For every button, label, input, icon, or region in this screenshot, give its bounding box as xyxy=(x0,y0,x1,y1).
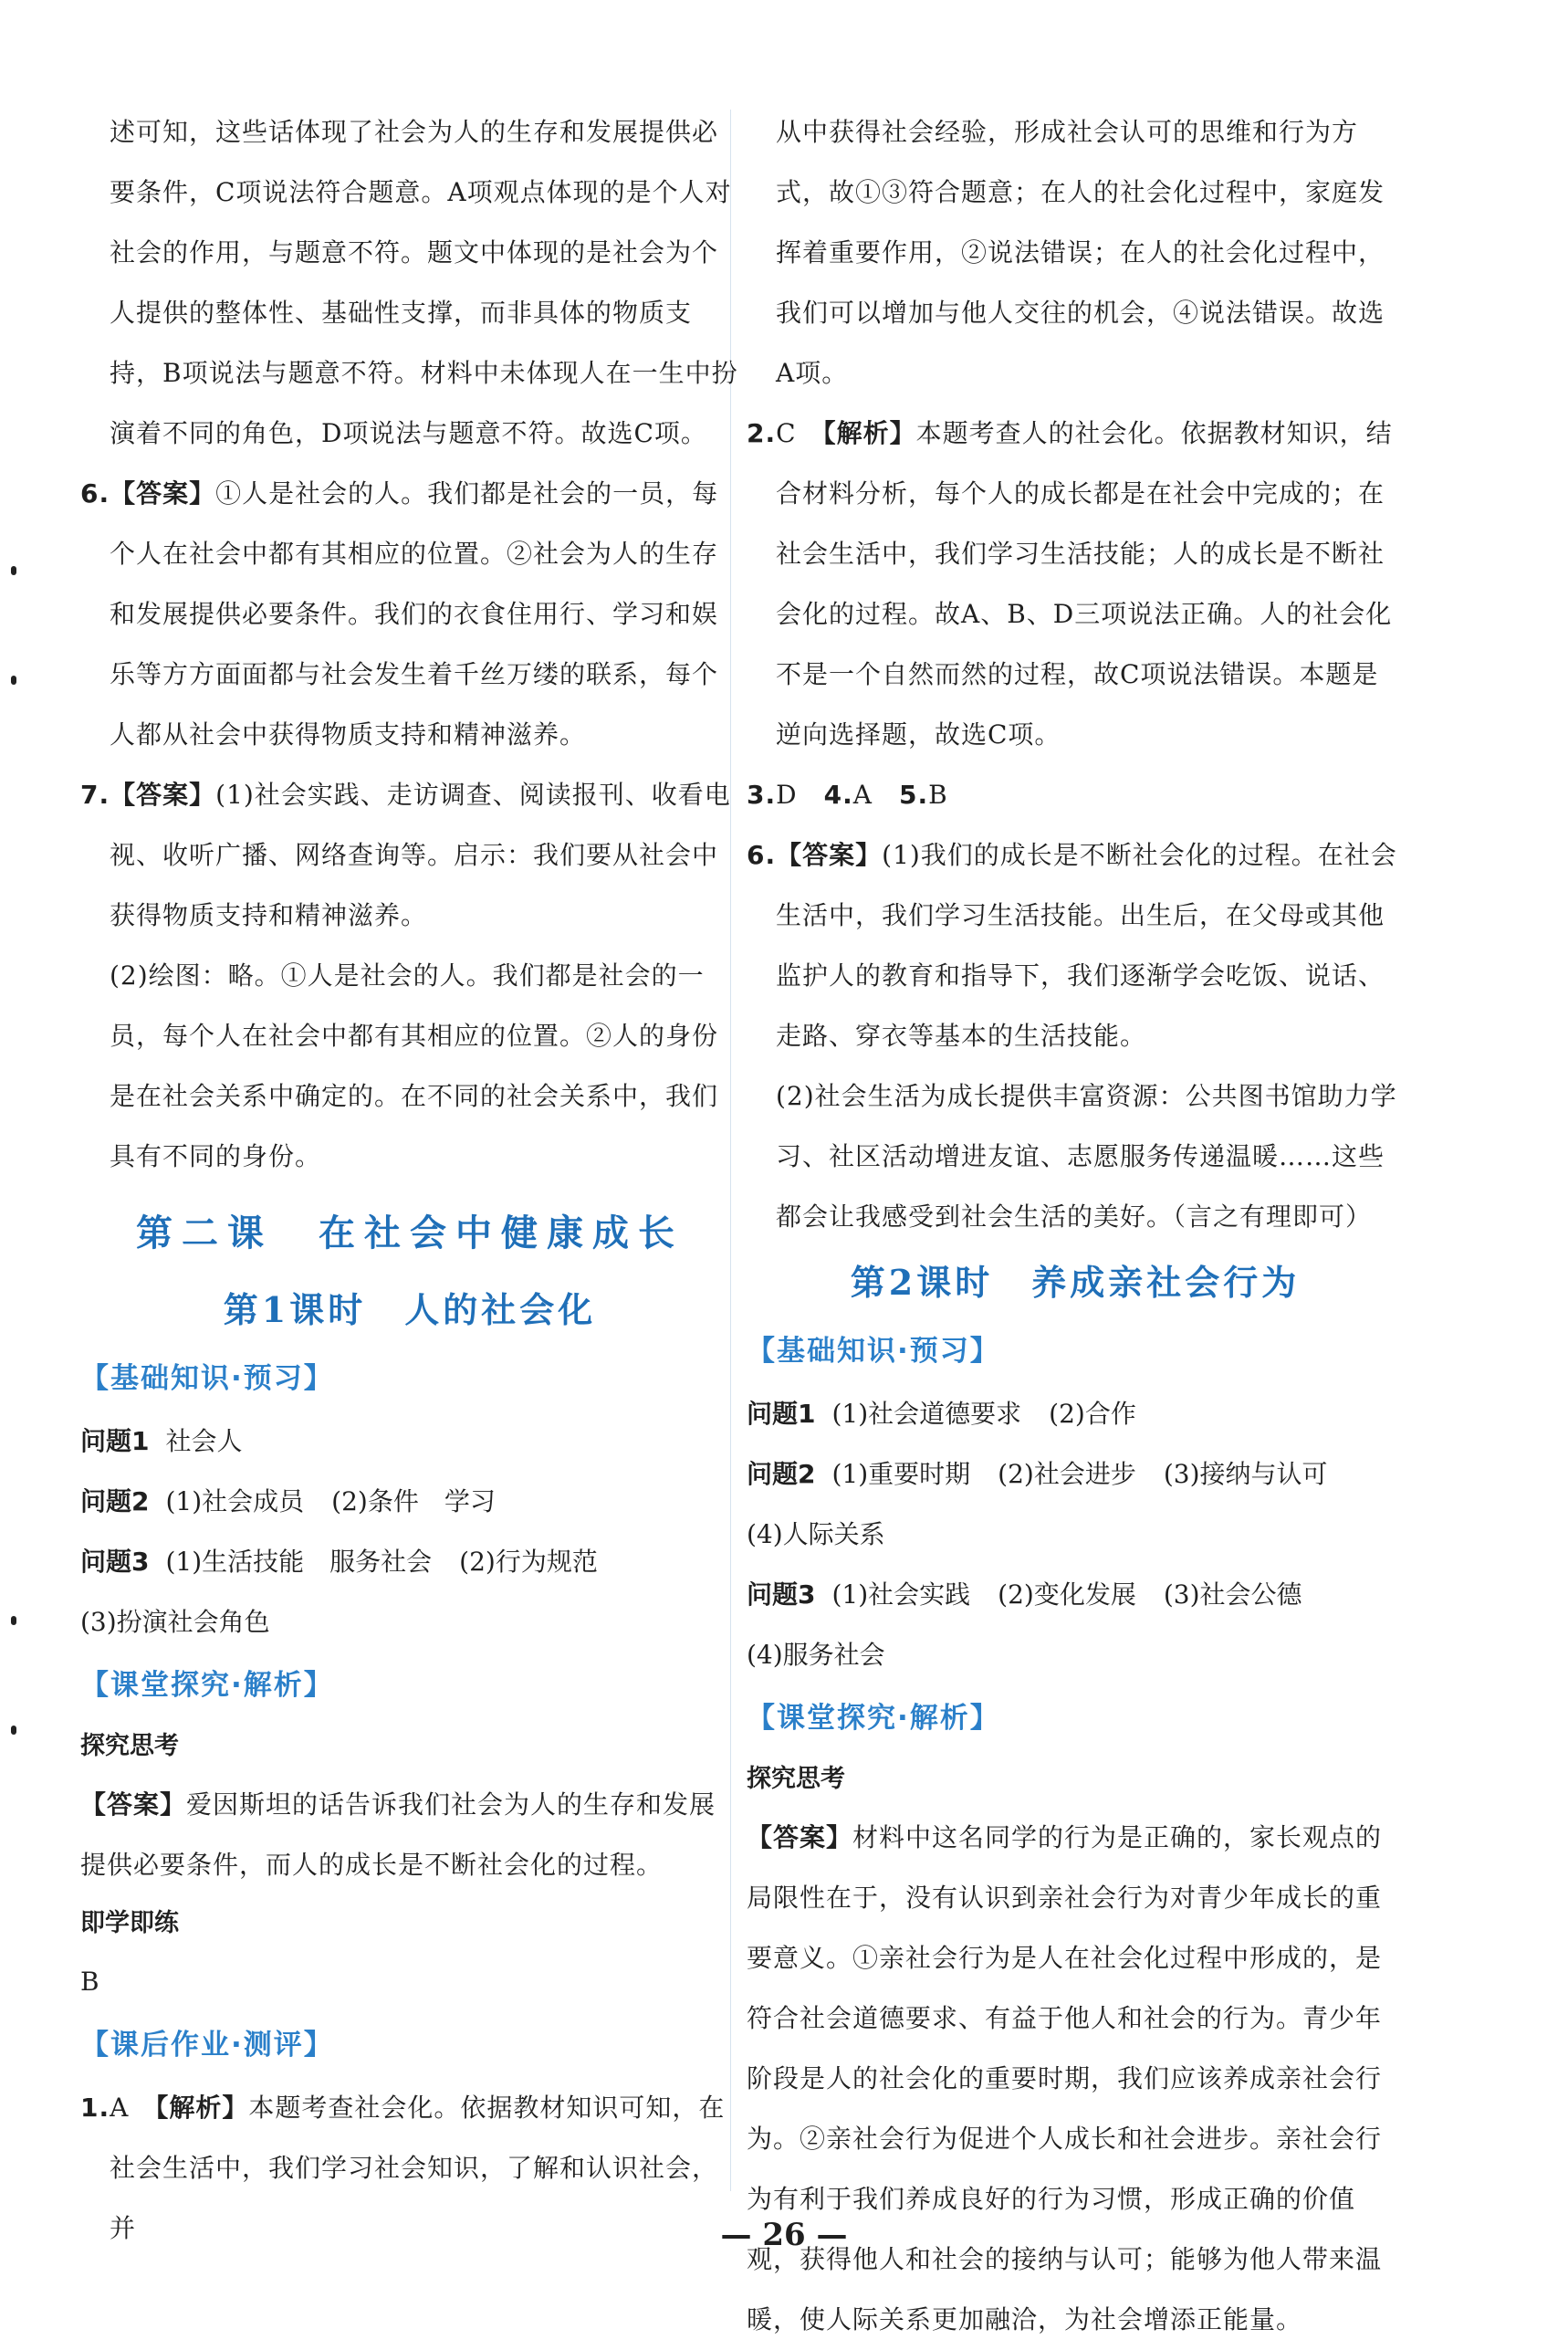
page-number: — 26 — xyxy=(720,2217,848,2253)
preview-question-3 xyxy=(80,1532,739,1592)
question-label: 问题2 xyxy=(747,1459,816,1489)
lesson-subtitle: 第2课时 养成亲社会行为 xyxy=(850,1262,1301,1303)
answer-item: (3)接纳与认可 xyxy=(1163,1459,1328,1489)
section-heading-explore: 【课堂探究·解析】 xyxy=(80,1669,334,1702)
preview-question-3-cont: (3)扮演社会角色 xyxy=(80,1607,270,1637)
choice-answer: D xyxy=(776,780,798,810)
right-column xyxy=(747,102,1404,2350)
question-number: 6. xyxy=(80,478,110,509)
answer-7 xyxy=(80,765,739,946)
answer-item: (1)生活技能 服务社会 xyxy=(165,1547,433,1577)
question-number: 3. xyxy=(747,780,777,810)
answer-item: (3)社会公德 xyxy=(1163,1579,1302,1610)
answer-tag: 【答案】 xyxy=(80,1789,187,1820)
answer-tag: 【答案】 xyxy=(110,780,216,810)
explore-heading: 探究思考 xyxy=(747,1765,845,1793)
question-number: 2. xyxy=(747,418,777,448)
question-number: 4. xyxy=(823,780,853,810)
answer-item: (2)变化发展 xyxy=(998,1579,1136,1610)
choice-answer: C xyxy=(776,418,797,448)
practice-heading: 即学即练 xyxy=(80,1909,179,1937)
continued-explanation: 述可知，这些话体现了社会为人的生存和发展提供必要条件，C项说法符合题意。A项观点体现的是个人对社会的作用，与题意不符。题文中体现的是社会为个人提供的整体性、基础性支撑，而非具体的物质支持，B项说法与题意不符。材料中未体现人在一生中扮演着不同的角色，D项说法与题意不符。故选C项。 xyxy=(110,117,738,448)
answer-text: 材料中这名同学的行为是正确的，家长观点的局限性在于，没有认识到亲社会行为对青少年成长的重要意义。①亲社会行为是人在社会化过程中形成的，是符合社会道德要求、有益于他人和社会的行为。青少年阶段是人的社会化的重要时期，我们应该养成亲社会行为。②亲社会行为促进个人成长和社会进步。亲社会行为有利于我们养成良好的行为习惯，形成正确的价值观，获得他人和社会的接纳与认可；能够为他人带来温暖，使人际关系更加融洽，为社会增添正能量。 xyxy=(747,1822,1383,2334)
answer-text: ①人是社会的人。我们都是社会的一员，每个人在社会中都有其相应的位置。②社会为人的生存和发展提供必要条件。我们的衣食住用行、学习和娱乐等方方面面都与社会发生着千丝万缕的联系，每个人都从社会中获得物质支持和精神滋养。 xyxy=(110,478,719,750)
preview-question-1 xyxy=(747,1384,1404,1444)
choice-answer: A xyxy=(110,2093,130,2123)
choice-answer: A xyxy=(852,780,873,810)
choice-answer: B xyxy=(928,780,948,810)
question-label: 问题1 xyxy=(80,1426,150,1456)
answer-item: (2)社会进步 xyxy=(998,1459,1136,1489)
homework-answer-6-part2: (2)社会生活为成长提供丰富资源：公共图书馆助力学习、社区活动增进友谊、志愿服务传递温暖……这些都会让我感受到社会生活的美好。（言之有理即可） xyxy=(776,1081,1397,1232)
section-heading-preview: 【基础知识·预习】 xyxy=(80,1362,334,1395)
question-number: 5. xyxy=(898,780,929,810)
preview-question-2-cont: (4)人际关系 xyxy=(747,1519,885,1549)
preview-question-3 xyxy=(747,1565,1404,1625)
preview-question-2 xyxy=(80,1472,739,1532)
analysis-text: 本题考查人的社会化。依据教材知识，结合材料分析，每个人的成长都是在社会中完成的；在社会生活中，我们学习生活技能；人的成长是不断社会化的过程。故A、B、D三项说法正确。人的社会化不是一个自然而然的过程，故C项说法错误。本题是逆向选择题，故选C项。 xyxy=(776,418,1393,750)
answer-item: (2)条件 学习 xyxy=(331,1486,496,1516)
homework-answers-3-5 xyxy=(747,765,1404,825)
answer-6 xyxy=(80,464,739,765)
answer-item: 社会人 xyxy=(165,1426,243,1456)
preview-question-3-cont: (4)服务社会 xyxy=(747,1640,885,1670)
margin-mark xyxy=(11,1616,16,1625)
analysis-text: 本题考查社会化。依据教材知识可知，在社会生活中，我们学习社会知识，了解和认识社会，并 xyxy=(110,2093,726,2243)
homework-answer-6 xyxy=(747,825,1404,1066)
explore-heading: 探究思考 xyxy=(80,1732,179,1760)
section-heading-preview: 【基础知识·预习】 xyxy=(747,1335,1000,1368)
answer-tag: 【答案】 xyxy=(747,1822,853,1852)
question-label: 问题2 xyxy=(80,1486,150,1516)
answer-tag: 【答案】 xyxy=(776,840,883,870)
explore-answer xyxy=(80,1775,739,1895)
answer-text: (1)社会实践、走访调查、阅读报刊、收看电视、收听广播、网络查询等。启示：我们要从社会中获得物质支持和精神滋养。 xyxy=(110,780,731,930)
margin-mark xyxy=(11,566,16,575)
answer-item: (2)合作 xyxy=(1049,1399,1136,1429)
question-number: 6. xyxy=(747,840,777,870)
question-number: 1. xyxy=(80,2093,110,2123)
question-label: 问题3 xyxy=(80,1547,150,1577)
explore-answer xyxy=(747,1808,1404,2350)
left-column xyxy=(80,102,739,2259)
answer-item: (1)社会成员 xyxy=(165,1486,305,1516)
preview-question-2 xyxy=(747,1444,1404,1505)
practice-answer: B xyxy=(80,1967,99,1997)
section-heading-homework: 【课后作业·测评】 xyxy=(80,2029,334,2061)
answer-item: (2)行为规范 xyxy=(459,1547,598,1577)
analysis-tag: 【解析】 xyxy=(155,2093,249,2123)
margin-mark xyxy=(11,1726,16,1735)
answer-text: (1)我们的成长是不断社会化的过程。在社会生活中，我们学习生活技能。出生后，在父母或其他监护人的教育和指导下，我们逐渐学会吃饭、说话、走路、穿衣等基本的生活技能。 xyxy=(776,840,1397,1051)
homework-answer-2 xyxy=(747,404,1404,765)
analysis-tag: 【解析】 xyxy=(822,418,916,448)
answer-tag: 【答案】 xyxy=(110,478,216,509)
lesson-subtitle: 第1课时 人的社会化 xyxy=(223,1289,597,1330)
answer-7-part2: (2)绘图：略。①人是社会的人。我们都是社会的一员，每个人在社会中都有其相应的位置。②人的身份是在社会关系中确定的。在不同的社会关系中，我们具有不同的身份。 xyxy=(110,960,719,1171)
lesson-title: 第二课 在社会中健康成长 xyxy=(136,1212,684,1254)
section-heading-explore: 【课堂探究·解析】 xyxy=(747,1702,1000,1735)
question-label: 问题3 xyxy=(747,1579,816,1610)
answer-text: 爱因斯坦的话告诉我们社会为人的生存和发展提供必要条件，而人的成长是不断社会化的过程。 xyxy=(80,1789,716,1880)
answer-item: (1)社会实践 xyxy=(831,1579,971,1610)
margin-mark xyxy=(11,676,16,685)
answer-item: (1)社会道德要求 xyxy=(831,1399,1022,1429)
question-number: 7. xyxy=(80,780,110,810)
preview-question-1 xyxy=(80,1411,739,1472)
answer-item: (1)重要时期 xyxy=(831,1459,971,1489)
continued-explanation: 从中获得社会经验，形成社会认可的思维和行为方式，故①③符合题意；在人的社会化过程中，家庭发挥着重要作用，②说法错误；在人的社会化过程中，我们可以增加与他人交往的机会，④说法错误。故选A项。 xyxy=(776,117,1385,388)
question-label: 问题1 xyxy=(747,1399,816,1429)
